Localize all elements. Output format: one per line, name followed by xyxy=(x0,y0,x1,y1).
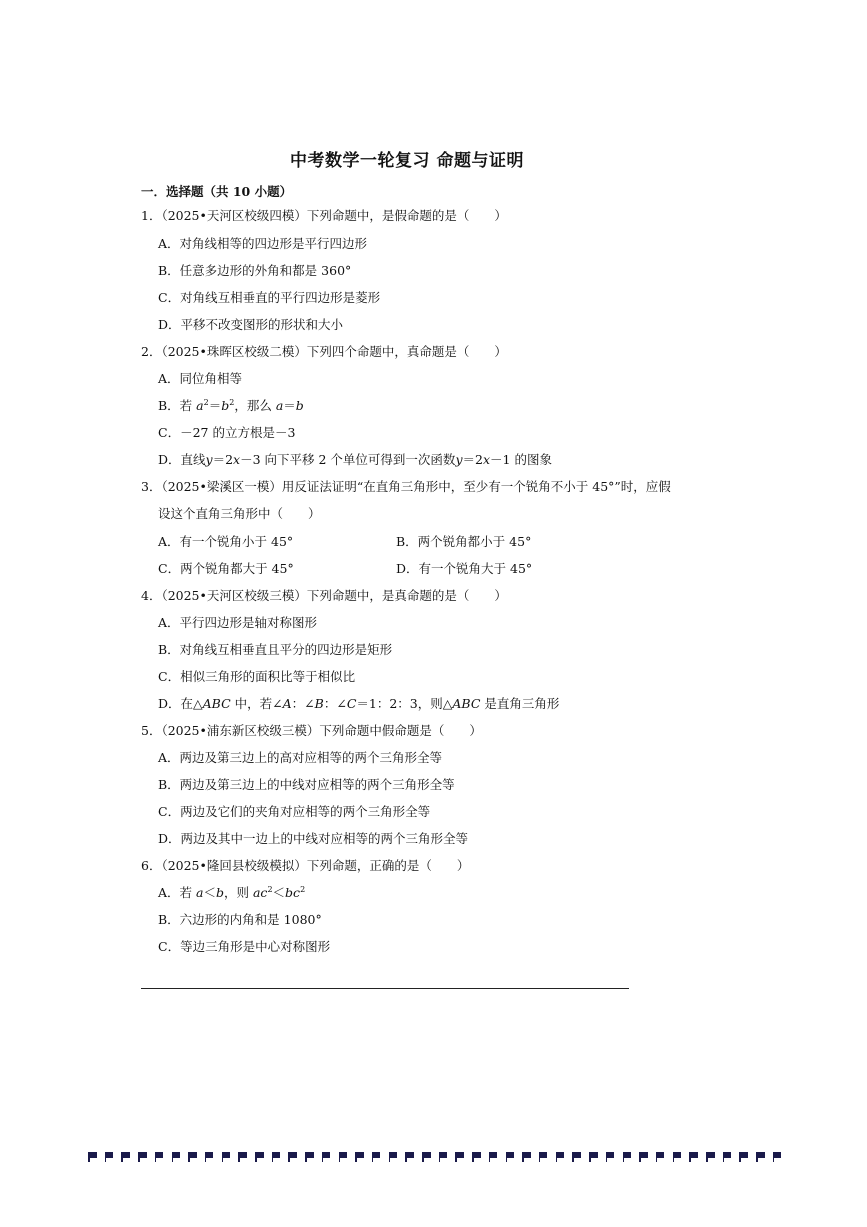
flag-icon xyxy=(121,1152,130,1162)
flag-icon xyxy=(105,1152,114,1162)
flag-icon xyxy=(539,1152,548,1162)
flag-icon xyxy=(138,1152,147,1162)
question-1-stem: 1．（2025•天河区校级四模）下列命题中，是假命题的是（ ） xyxy=(141,208,507,223)
section-heading: 一．选择题（共 10 小题） xyxy=(141,184,293,199)
flag-icon xyxy=(322,1152,331,1162)
flag-icon xyxy=(506,1152,515,1162)
flag-icon xyxy=(238,1152,247,1162)
flag-icon xyxy=(639,1152,648,1162)
question-6-option-b[interactable]: B．六边形的内角和是 1080° xyxy=(158,912,322,927)
flag-icon xyxy=(723,1152,732,1162)
question-1-option-d[interactable]: D．平移不改变图形的形状和大小 xyxy=(158,317,344,332)
flag-icon xyxy=(389,1152,398,1162)
question-5-option-a[interactable]: A．两边及第三边上的高对应相等的两个三角形全等 xyxy=(158,750,443,765)
question-2-option-a[interactable]: A．同位角相等 xyxy=(158,371,243,386)
question-2-option-b[interactable]: B．若 $a^2=b^2$，那么 a＝b xyxy=(158,398,304,413)
flag-icon xyxy=(489,1152,498,1162)
question-6-option-c[interactable]: C．等边三角形是中心对称图形 xyxy=(158,939,331,954)
flag-icon xyxy=(455,1152,464,1162)
flag-icon xyxy=(188,1152,197,1162)
flag-icon xyxy=(155,1152,164,1162)
question-3-option-b[interactable]: B．两个锐角都小于 45° xyxy=(396,534,532,549)
question-3-option-c[interactable]: C．两个锐角都大于 45° xyxy=(158,561,294,576)
question-5-option-c[interactable]: C．两边及它们的夹角对应相等的两个三角形全等 xyxy=(158,804,431,819)
flag-icon xyxy=(606,1152,615,1162)
question-1-option-c[interactable]: C．对角线互相垂直的平行四边形是菱形 xyxy=(158,290,381,305)
question-2-option-d[interactable]: D．直线y＝2x－3 向下平移 2 个单位可得到一次函数y＝2x－1 的图象 xyxy=(158,452,552,467)
flag-icon xyxy=(339,1152,348,1162)
horizontal-rule xyxy=(141,988,629,989)
question-2-stem: 2．（2025•珠晖区校级二模）下列四个命题中，真命题是（ ） xyxy=(141,344,507,359)
flag-icon xyxy=(288,1152,297,1162)
question-4-option-c[interactable]: C．相似三角形的面积比等于相似比 xyxy=(158,669,356,684)
flag-icon xyxy=(656,1152,665,1162)
flag-icon xyxy=(673,1152,682,1162)
flag-icon xyxy=(172,1152,181,1162)
page-title: 中考数学一轮复习 命题与证明 xyxy=(290,151,524,171)
question-4-option-a[interactable]: A．平行四边形是轴对称图形 xyxy=(158,615,318,630)
flag-icon xyxy=(572,1152,581,1162)
flag-icon xyxy=(773,1152,782,1162)
flag-icon xyxy=(522,1152,531,1162)
question-5-option-b[interactable]: B．两边及第三边上的中线对应相等的两个三角形全等 xyxy=(158,777,455,792)
question-2-option-c[interactable]: C．－27 的立方根是－3 xyxy=(158,425,296,440)
flag-icon xyxy=(272,1152,281,1162)
question-4-option-b[interactable]: B．对角线互相垂直且平分的四边形是矩形 xyxy=(158,642,393,657)
flag-icon xyxy=(756,1152,765,1162)
question-6-option-a[interactable]: A．若 a＜b，则 $ac^2<bc^2$ xyxy=(158,885,306,900)
flag-icon xyxy=(405,1152,414,1162)
flag-icon xyxy=(623,1152,632,1162)
flag-icon xyxy=(205,1152,214,1162)
question-1-option-a[interactable]: A．对角线相等的四边形是平行四边形 xyxy=(158,236,368,251)
flag-icon xyxy=(255,1152,264,1162)
flag-icon xyxy=(372,1152,381,1162)
question-3-stem: 3．（2025•梁溪区一模）用反证法证明“在直角三角形中，至少有一个锐角不小于 45°”时，应假 xyxy=(141,479,671,494)
question-5-stem: 5．（2025•浦东新区校级三模）下列命题中假命题是（ ） xyxy=(141,723,482,738)
footer-flag-border xyxy=(88,1152,782,1166)
question-4-stem: 4．（2025•天河区校级三模）下列命题中，是真命题的是（ ） xyxy=(141,588,507,603)
flag-icon xyxy=(472,1152,481,1162)
question-4-option-d[interactable]: D．在△ABC 中，若∠A：∠B：∠C＝1：2：3，则△ABC 是直角三角形 xyxy=(158,696,560,711)
flag-icon xyxy=(305,1152,314,1162)
flag-icon xyxy=(689,1152,698,1162)
flag-icon xyxy=(222,1152,231,1162)
question-3-option-a[interactable]: A．有一个锐角小于 45° xyxy=(158,534,294,549)
flag-icon xyxy=(422,1152,431,1162)
flag-icon xyxy=(439,1152,448,1162)
question-1-option-b[interactable]: B．任意多边形的外角和都是 360° xyxy=(158,263,352,278)
flag-icon xyxy=(589,1152,598,1162)
flag-icon xyxy=(706,1152,715,1162)
question-3-stem-continued: 设这个直角三角形中（ ） xyxy=(158,506,321,521)
flag-icon xyxy=(556,1152,565,1162)
flag-icon xyxy=(739,1152,748,1162)
question-3-option-d[interactable]: D．有一个锐角大于 45° xyxy=(396,561,533,576)
flag-icon xyxy=(88,1152,97,1162)
flag-icon xyxy=(355,1152,364,1162)
question-5-option-d[interactable]: D．两边及其中一边上的中线对应相等的两个三角形全等 xyxy=(158,831,469,846)
question-6-stem: 6．（2025•隆回县校级模拟）下列命题，正确的是（ ） xyxy=(141,858,470,873)
